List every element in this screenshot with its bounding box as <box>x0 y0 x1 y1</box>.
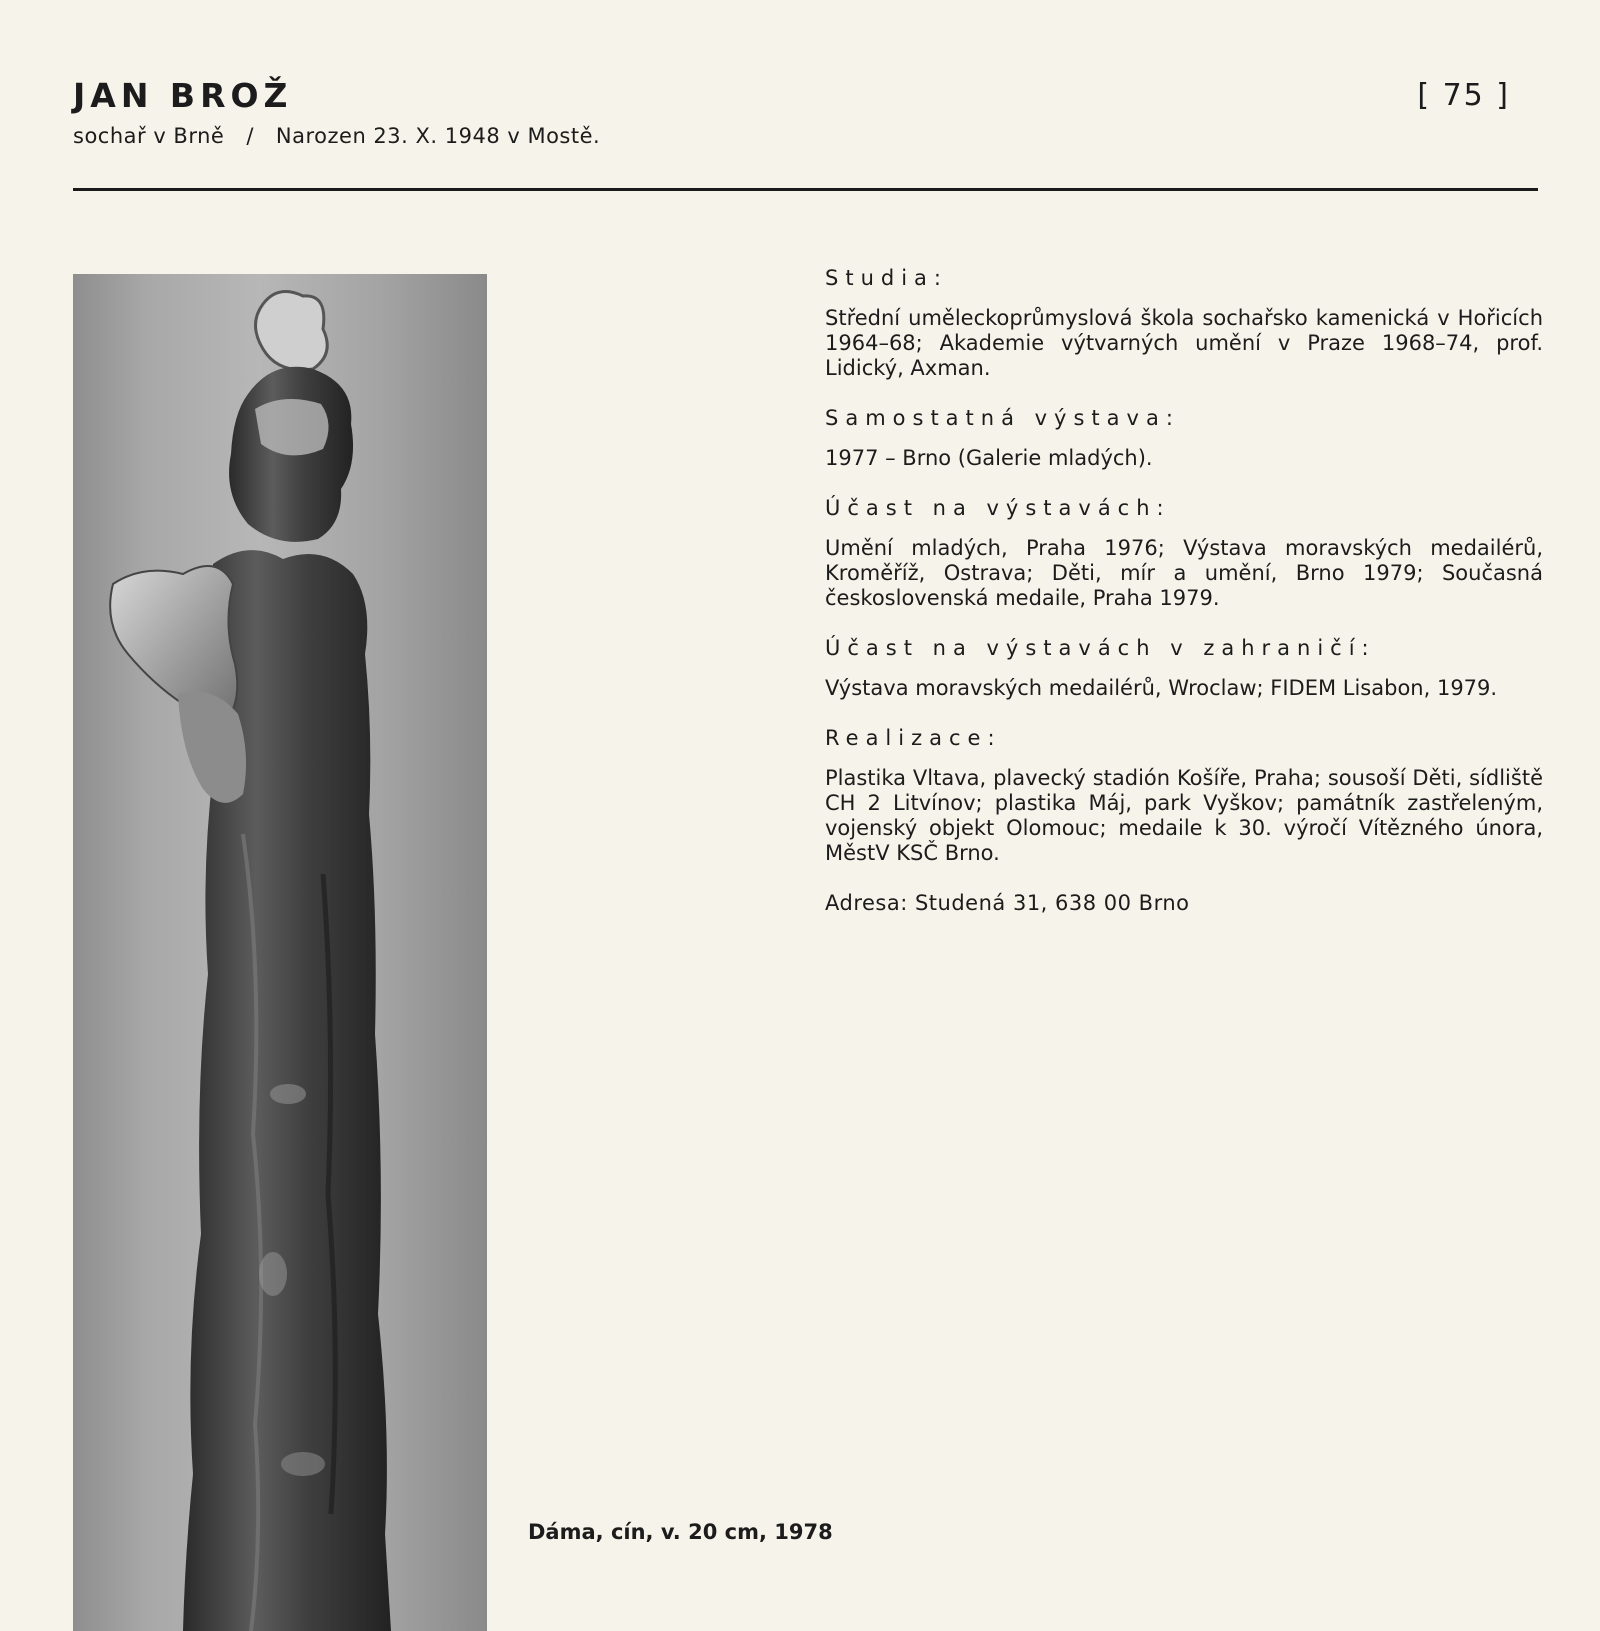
header-divider <box>73 188 1538 191</box>
section-solo-exhibition <box>825 406 1543 471</box>
section-heading: Účast na výstavách: <box>825 496 1171 520</box>
artist-subline <box>73 124 600 148</box>
photo-caption: Dáma, cín, v. 20 cm, 1978 <box>528 1520 833 1544</box>
section-text: Plastika Vltava, plavecký stadión Košíře, Praha; sousoší Děti, sídliště CH 2 Litvínov; plastika Máj, park Vyškov; památník zastřeleným, vojenský objekt Olomouc; medaile k 30. výročí Vítězného února, MěstV KSČ Brno. <box>825 766 1543 865</box>
biography-sections <box>825 266 1543 915</box>
sculpture-photo <box>73 274 487 1631</box>
birth-info: Narozen 23. X. 1948 v Mostě. <box>275 124 601 148</box>
section-heading: Samostatná výstava: <box>825 406 1180 430</box>
section-text: Střední uměleckoprůmyslová škola sochařsko kamenická v Hořicích 1964–68; Akademie výtvarných umění v Praze 1968–74, prof. Lidický, Axman. <box>825 306 1543 380</box>
profession: sochař v Brně <box>73 124 225 148</box>
section-exhibitions-abroad <box>825 636 1543 701</box>
section-realizations <box>825 726 1543 866</box>
section-text: Výstava moravských medailérů, Wroclaw; FIDEM Lisabon, 1979. <box>825 676 1498 700</box>
section-heading: Realizace: <box>825 726 1002 750</box>
section-text: 1977 – Brno (Galerie mladých). <box>825 446 1153 470</box>
address: Adresa: Studená 31, 638 00 Brno <box>825 891 1190 915</box>
section-text: Umění mladých, Praha 1976; Výstava moravských medailérů, Kroměříž, Ostrava; Děti, mír a umění, Brno 1979; Současná československá medaile, Praha 1979. <box>825 536 1543 610</box>
sculpture-figure-illustration <box>73 274 487 1631</box>
section-exhibitions <box>825 496 1543 611</box>
artist-name: JAN BROŽ <box>73 76 293 115</box>
section-studia <box>825 266 1543 381</box>
section-heading: Studia: <box>825 266 948 290</box>
page-number: [ 75 ] <box>1417 78 1510 113</box>
section-heading: Účast na výstavách v zahraničí: <box>825 636 1376 660</box>
separator: / <box>246 124 254 148</box>
